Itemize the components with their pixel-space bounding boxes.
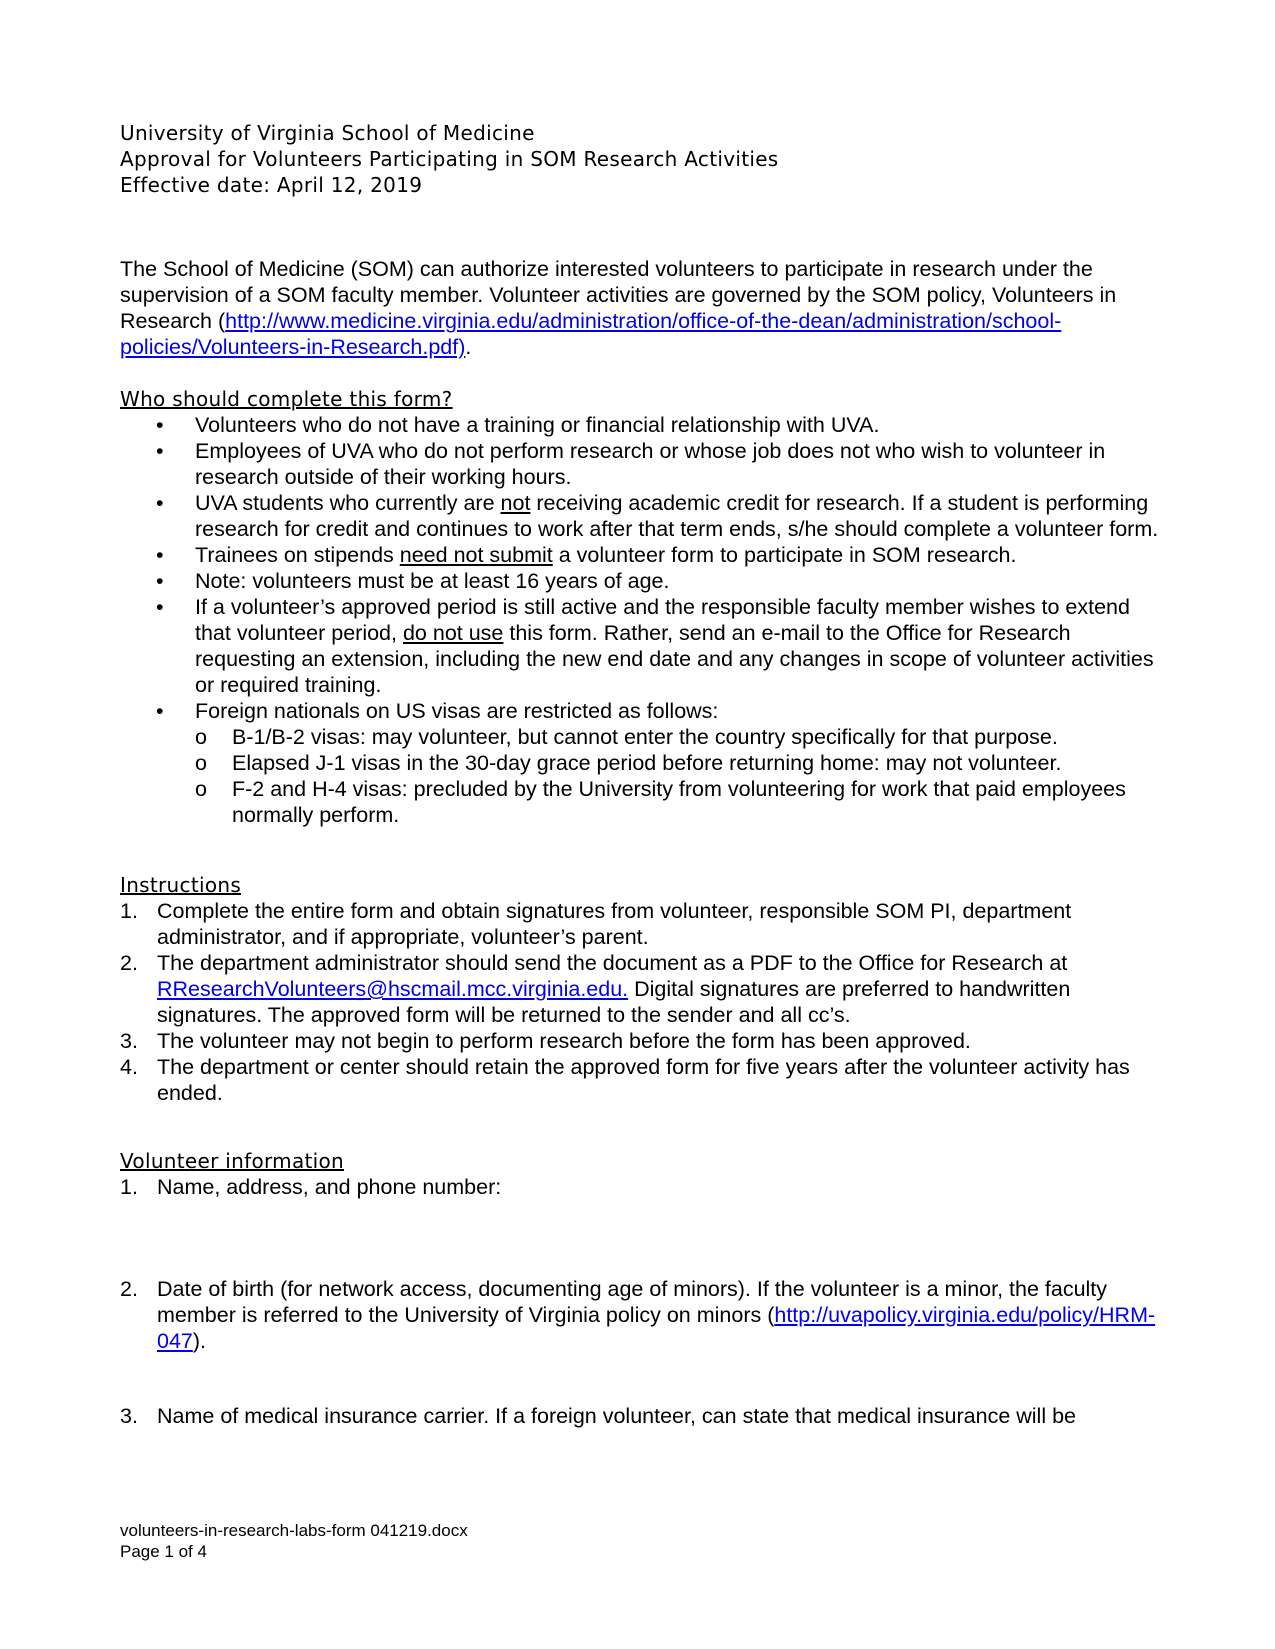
section-title-instructions: Instructions [120,873,242,897]
bullet-icon: • [156,491,164,515]
emphasis-need-not-submit: need not submit [399,543,553,567]
bullet-icon: • [156,543,164,567]
sub-list-item-text: Elapsed J-1 visas in the 30-day grace period before returning home: may not volunteer. [232,751,1062,775]
minors-policy-link[interactable]: http://uvapolicy.virginia.edu/policy/HRM-047 [157,1303,1156,1353]
list-item-text: this form. Rather, send an e-mail to the Office for Research requesting an extension, including the new end date and any changes in scope of volunteer activities or required training. [195,621,1154,697]
list-item [120,412,1160,438]
list-item [120,1054,1160,1106]
item-number: 2. [120,951,138,975]
who-bullet-list [120,412,1160,828]
sub-list-item [195,776,1160,828]
email-link[interactable]: RResearchVolunteers@hscmail.mcc.virginia.edu. [157,977,629,1001]
sub-bullet-icon: o [195,725,207,749]
list-item-text: The department or center should retain the approved form for five years after the volunteer activity has ended. [157,1055,1130,1105]
list-item [120,568,1160,594]
list-item-text: The volunteer may not begin to perform research before the form has been approved. [157,1029,971,1053]
sub-bullet-icon: o [195,751,207,775]
list-item-text: receiving academic credit for research. If a student is performing research for credit and continues to work after that term ends, s/he should complete a volunteer form. [195,491,1159,541]
list-item [120,438,1160,490]
volunteer-info-item-1 [120,1174,1160,1200]
header-effective-date: Effective date: April 12, 2019 [120,173,423,197]
list-item [120,1403,1160,1429]
bullet-icon: • [156,595,164,619]
list-item-text: Trainees on stipends [195,543,400,567]
bullet-icon: • [156,413,164,437]
footer-page-number: Page 1 of 4 [120,1542,207,1561]
footer-filename: volunteers-in-research-labs-form 041219.docx [120,1521,468,1540]
list-item-text: Date of birth (for network access, documenting age of minors). If the volunteer is a minor, the faculty member is referred to the University of Virginia policy on minors ( [157,1277,1108,1327]
item-number: 2. [120,1277,138,1301]
section-title-volunteer-information: Volunteer information [120,1149,345,1173]
intro-text-end: . [465,335,472,359]
policy-link[interactable]: http://www.medicine.virginia.edu/administration/office-of-the-dean/administration/school-policies/Volunteers-in-Research.pdf) [120,309,1062,359]
header-form-title: Approval for Volunteers Participating in SOM Research Activities [120,147,779,171]
visa-sub-list [195,724,1160,828]
list-item-text: a volunteer form to participate in SOM research. [552,543,1017,567]
list-item-text: Name, address, and phone number: [157,1175,502,1199]
list-item [120,490,1160,542]
list-item-text: Complete the entire form and obtain signatures from volunteer, responsible SOM PI, department administrator, and if appropriate, volunteer’s parent. [157,899,1072,949]
list-item [120,1028,1160,1054]
list-item-text: Digital signatures are preferred to handwritten signatures. The approved form will be returned to the sender and all cc’s. [157,977,1071,1027]
list-item-text: Foreign nationals on US visas are restricted as follows: [195,699,719,723]
document-header [120,120,779,198]
list-item [120,1276,1160,1354]
list-item-text: The department administrator should send the document as a PDF to the Office for Research at [157,951,1068,975]
instructions-list [120,898,1160,1106]
list-item-text: Note: volunteers must be at least 16 years of age. [195,569,670,593]
volunteer-info-item-2 [120,1276,1160,1354]
list-item [120,1174,1160,1200]
sub-list-item-text: B-1/B-2 visas: may volunteer, but cannot enter the country specifically for that purpose. [232,725,1058,749]
sub-list-item [195,750,1160,776]
sub-list-item [195,724,1160,750]
list-item-text: ). [192,1329,207,1353]
item-number: 1. [120,1175,138,1199]
list-item [120,950,1160,1028]
list-item-text: Name of medical insurance carrier. If a foreign volunteer, can state that medical insurance will be [157,1404,1076,1428]
item-number: 4. [120,1055,138,1079]
item-number: 3. [120,1029,138,1053]
intro-text: The School of Medicine (SOM) can authorize interested volunteers to participate in research under the supervision of a SOM faculty member. Volunteer activities are governed by the SOM policy, Volunteers in Research ( [120,257,1117,333]
bullet-icon: • [156,699,164,723]
sub-list-item-text: F-2 and H-4 visas: precluded by the University from volunteering for work that paid employees normally perform. [232,777,1126,827]
emphasis-not: not [500,491,531,515]
intro-paragraph [120,256,1160,360]
list-item [120,542,1160,568]
list-item-text: UVA students who currently are [195,491,501,515]
list-item-text: Employees of UVA who do not perform research or whose job does not who wish to volunteer in research outside of their working hours. [195,439,1106,489]
header-institution: University of Virginia School of Medicine [120,121,535,145]
section-title-who: Who should complete this form? [120,387,453,411]
page-footer [120,1520,468,1562]
emphasis-do-not-use: do not use [402,621,504,645]
bullet-icon: • [156,439,164,463]
item-number: 3. [120,1404,138,1428]
list-item [120,898,1160,950]
sub-bullet-icon: o [195,777,207,801]
list-item-text: Volunteers who do not have a training or financial relationship with UVA. [195,413,880,437]
volunteer-info-item-3 [120,1403,1160,1429]
list-item [120,594,1160,698]
bullet-icon: • [156,569,164,593]
list-item-text: If a volunteer’s approved period is still active and the responsible faculty member wishes to extend that volunteer period, [195,595,1130,645]
item-number: 1. [120,899,138,923]
list-item [120,698,1160,828]
